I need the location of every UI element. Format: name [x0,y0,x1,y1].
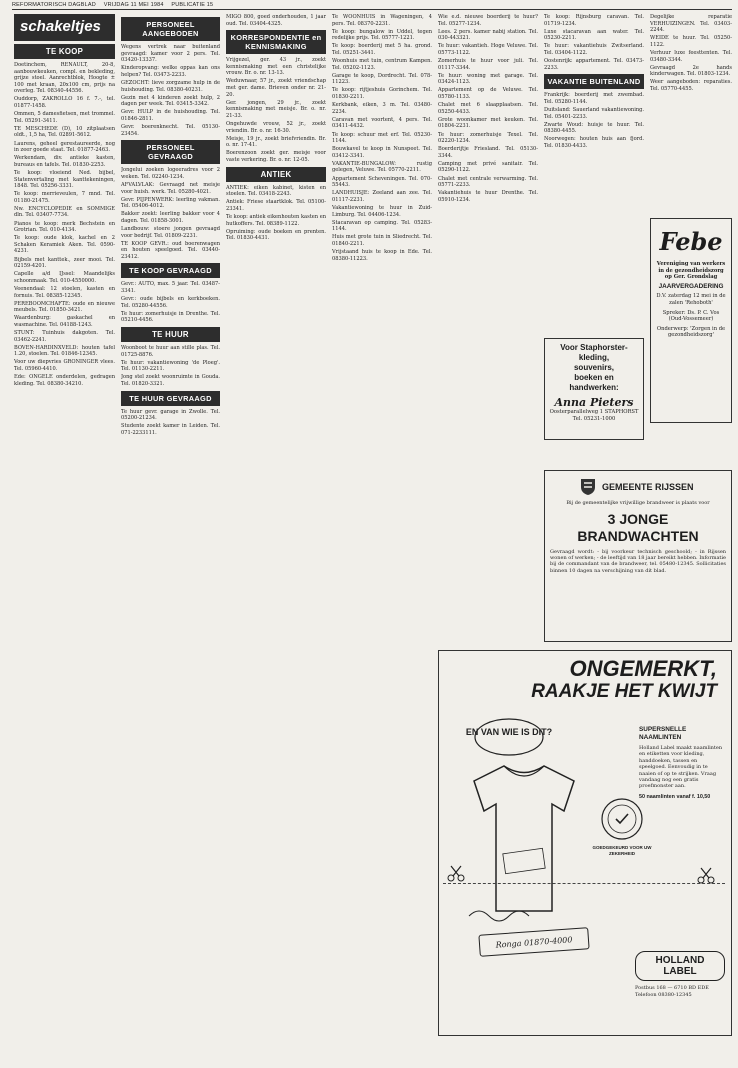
holland-logo-block [635,951,725,998]
holland-headline-2: RAAKJE HET KWIJT [531,681,717,702]
classified-ad: Te WOONHUIS in Wageningen, 4 pers. Tel. 08370-2231. [332,14,432,27]
section-antiek: ANTIEK [226,167,326,182]
rijssen-crest-icon [580,478,596,496]
paper-date: VRIJDAG 11 MEI 1984 [103,2,164,8]
ad-list [438,14,538,203]
classified-ad: Te huur: vakantiewoning 'de Ploeg'. Tel. 01130-2211. [121,359,220,373]
classified-ad: Opruiming: oude boeken en prenten. Tel. 01830-4431. [226,228,326,242]
column-3 [226,14,326,1062]
classified-ad: Te koop: antiek eikenhouten kasten en hutkoffers. Tel. 08389-1122. [226,213,326,227]
classified-ad: Wegens vertrek naar buitenland gevraagd: kamer voor 2 pers. Tel. 03420-13337. [121,44,220,64]
classified-ad: Noorwegen: houten huis aan fjord. Tel. 01830-4433. [544,136,644,149]
classified-ad: Studente zoekt kamer in Leiden. Tel. 071-2233111. [121,423,220,436]
holland-cut-line [443,883,725,884]
holland-label-ad [438,650,732,1036]
column-1 [14,14,115,1062]
holland-headline-1: ONGEMERKT, [569,656,717,681]
holland-order: 50 naamlinten vanaf f. 10,50 [639,793,711,800]
classified-ad: GEZOCHT: lieve zorgzame hulp in de huishouding. Tel. 08380-40231. [121,79,220,93]
classified-ad: Te huur gevr. garage in Zwolle. Tel. 05200-21234. [121,408,220,422]
classified-ad: Ger. jongen, 29 jr., zoekt kennismaking met meisje. Br. o. nr. 21-33. [226,99,326,119]
classified-ad: BOVEN-HARDINXVELD: houten tafel 1.20, stoelen. Tel. 01846-12345. [14,344,115,358]
classified-ad: Chalet met centrale verwarming. Tel. 05771-2233. [438,175,538,189]
classified-ad: Boerderijtje Friesland. Tel. 05130-3344. [438,146,538,159]
ad-list [650,14,732,93]
classified-ad: Te koop: oude klok, kachel en 2 Schaken Keramiek Aken. Tel. 0590-4231. [14,235,115,255]
classified-ad: Te koop: Rijnsburg caravan. Tel. 01719-1234. [544,14,644,27]
classified-ad: Vakantiehuis te huur Drenthe. Tel. 05910-1234. [438,190,538,203]
classified-ad: Chalet met 6 slaapplaatsen. Tel. 05250-4433. [438,102,538,115]
classified-ad: PEREBOOMCHAFTE: oude en nieuwe meubels. Tel. 01850-3421. [14,300,115,314]
holland-badge: EN VAN WIE IS DIT? [465,727,553,737]
classified-ad: Landbouw: stoere jongen gevraagd voor bedrijf. Tel. 01809-2231. [121,225,220,239]
febe-line: Vereniging van werkers in de gezondheidszorg op Ger. Grondslag [656,261,726,281]
classified-ad: STUNT: Tuinhuis dakgoten. Tel. 03462-2241. [14,329,115,343]
holland-text: Holland Label maakt naamlinten en etiketten voor kleding, handdoeken, tassen en speelgoed. Eenvoudig in te naaien of op te strijken. Vraag vandaag nog een gratis proefmonster aan. [639,745,723,790]
febe-line: Onderwerp: 'Zorgen in de gezondheidszorg' [656,325,726,339]
classified-ad: Nw. ENCYCLOPEDIE en SOMMIGE dln. Tel. 03407-7734. [14,205,115,219]
classified-ad: Laurens, geheel gerestaureerde, nog in zeer goede staat. Tel. 01877-2463. [14,140,115,154]
holland-seal-text: GOEDGEKEURD VOOR UW ZEKERHEID [592,845,652,856]
schakeltjes-logo: schakeltjes [14,14,115,41]
febe-line: JAARVERGADERING [658,282,724,290]
pieters-line: handwerken: [569,383,619,392]
classified-ad: Boerenzoon zoekt ger. meisje voor vaste verkering. Br. o. nr. 12-05. [226,150,326,163]
section-vakantie-buitenland: VAKANTIE BUITENLAND [544,74,644,89]
classified-ad: Doetinchem, RENAULT, 20-8, aanbouwkeuken, compl. en bekleding, grijze stoel. Aanrechtblok, Hoogte ± 100 met kraan, 20x100 cm, prijs na overleg. Tel. 08340-44556. [14,62,115,95]
classified-ad: Appartement Scheveningen. Tel. 070-55443. [332,175,432,189]
holland-address: Postbus 168 — 6710 BD EDE [635,985,709,991]
classified-ad: Jong stel zoekt woonruimte in Gouda. Tel. 01820-3321. [121,374,220,387]
pieters-line: boeken en [574,373,614,382]
febe-line: D.V. zaterdag 12 mei in de zalen 'Rehoboth' [656,293,726,306]
febe-announcement [650,218,732,423]
pieters-name: Anna Pieters [554,396,634,409]
rijssen-headline: 3 JONGE BRANDWACHTEN [577,510,699,544]
ad-list [544,92,644,149]
classified-ad: Gevraagd 2e hands kinderwagen. Tel. 01803-1234. [650,64,732,78]
classified-ad: Veenendaal: 12 stoelen, kasten en fornuis. Tel. 08385-12345. [14,285,115,299]
classified-ad: Te koop: schuur met erf. Tel. 05230-1144. [332,131,432,145]
classified-ad: Te huur: vakantieh. Hoge Veluwe. Tel. 05773-1122. [438,43,538,56]
classified-ad: Gevr. HULP in de huishouding. Tel. 01846-2811. [121,109,220,122]
ad-list [544,14,644,71]
rijssen-text: Gevraagd wordt: - bij voorkeur technisch geschoold; - in Rijssen wonen of werken; - de leeftijd van 18 jaar bereikt hebben. Informatie bij de commandant van de brandweer, tel. 05480-12345. Sollicitaties binnen 10 dagen na verschijning van dit blad. [550,548,726,574]
febe-title: Febe [659,227,723,256]
classified-ad: Te huur: woning met garage. Tel. 03424-1123. [438,72,538,86]
classified-ad: Luxe stacaravan aan water. Tel. 05230-2211. [544,28,644,42]
pieters-line: kleding, [578,353,610,362]
holland-text-block [639,726,723,800]
classified-ad: Weduwnaar, 57 jr., zoekt vriendschap met ger. dame. Brieven onder nr. 21-20. [226,78,326,98]
classified-ad: Oostenrijk: appartement. Tel. 03473-2233. [544,58,644,71]
pieters-line: souvenirs, [573,363,614,372]
column-4 [332,14,432,1062]
classified-ad: Woonhuis met tuin, centrum Kampen. Tel. 05202-1123. [332,58,432,71]
classified-ad: Te huur: vakantiehuis Zwitserland. Tel. 03404-1122. [544,43,644,56]
classified-ad: Bouwkavel te koop in Nunspeet. Tel. 03412-3341. [332,146,432,159]
classified-ad: Caravan met voortent, 4 pers. Tel. 03411-4432. [332,116,432,130]
classified-ad: Vrijstaand huis te koop in Ede. Tel. 08380-11223. [332,249,432,262]
classified-ad: LANDHUISJE: Zeeland aan zee. Tel. 01117-2231. [332,190,432,203]
classified-ad: Te koop: bungalow in Uddel, tegen redelijke prijs. Tel. 05777-1221. [332,28,432,42]
holland-tape-text: Ronga 01870-4000 [495,934,573,950]
classified-ad: Kerkbank, eiken, 3 m. Tel. 03480-2234. [332,102,432,115]
classified-ad: Te koop: rijtjeshuis Gorinchem. Tel. 01830-2211. [332,87,432,101]
classified-ad: WEIDE te huur. Tel. 05250-1122. [650,35,732,48]
pieters-tel: Tel. 05231-1000 [572,415,616,422]
classified-ad: Voor uw diepvries GRONINGER vlees. Tel. 05960-4410. [14,359,115,372]
classified-ad: Duitsland: Sauerland vakantiewoning. Tel. 05401-2233. [544,106,644,120]
classified-ad: Te huur: zomerhuisje Texel. Tel. 02220-1234. [438,131,538,145]
classified-ad: Te huur: zomerhuisje in Drenthe. Tel. 05210-4456. [121,310,220,324]
section-korrespondentie: KORRESPONDENTIE en KENNISMAKING [226,30,326,54]
holland-tel: Telefoon 08380-12345 [635,991,692,998]
classified-ad: VAKANTIE-BUNGALOW: rustig gelegen, Veluwe. Tel. 05770-2211. [332,160,432,174]
classified-ad: Gevr. PIJPENWERK: leerling vakman. Tel. 05406-4012. [121,196,220,210]
scissors-icon [447,864,465,882]
classified-ad: Gevr. boerenknecht. Tel. 05130-23454. [121,124,220,137]
section-personeel-gevraagd: PERSONEEL GEVRAAGD [121,140,220,164]
classified-ad: Vakantiewoning te huur in Zuid-Limburg. Tel. 04406-1234. [332,204,432,218]
ad-list [121,44,220,137]
classified-ad: MIGO 800, goed onderhouden, 1 jaar oud. Tel. 03404-4325. [226,14,326,27]
approval-seal-icon [599,796,645,842]
classified-ad: Antiek: Friese staartklok. Tel. 05100-23341. [226,199,326,212]
classified-ad: Wie e.d. nieuwe boerderij te huur? Tel. 05277-1234. [438,14,538,27]
paper-page: PUBLICATIE 15 [171,2,214,8]
classified-ad: Ouddorp, ZAKROLLO 16 f. 7.-, tel. 01877-1458. [14,96,115,110]
classified-ad: Te koop: boerderij met 5 ha. grond. Tel. 05251-3441. [332,43,432,56]
holland-product: SUPERSNELLE NAAMLINTEN [639,726,687,741]
rijssen-brand: GEMEENTE RIJSSEN [602,482,694,492]
ad-list [121,281,220,324]
classified-ad: Vrijgezel, ger. 43 jr., zoekt kennismaking met een christelijke vrouw. Br. o. nr. 13-13. [226,57,326,77]
pieters-address: Oosterparallelweg 1 STAPHORST [549,409,639,415]
classified-ad: Ongehuwde vrouw, 52 jr., zoekt vriendin. Br. o. nr. 16-30. [226,121,326,134]
classified-ad: Degelijke reparatie VERHUIZINGEN. Tel. 03403-2244. [650,14,732,34]
ad-list [121,409,220,437]
classified-ad: Te koop: merrieveulen, 7 mnd. Tel. 01180-21475. [14,191,115,204]
paper-name: REFORMATORISCH DAGBLAD [12,2,96,8]
ad-list [226,185,326,242]
classified-ad: Verhuur luxe feesttenten. Tel. 03480-3344. [650,49,732,63]
classified-ad: Kinderopvang: welke oppas kan ons helpen? Tel. 03473-2233. [121,65,220,78]
ad-list [226,14,326,27]
section-te-huur-gevraagd: TE HUUR GEVRAAGD [121,391,220,406]
classified-ad: ANTIEK: eiken kabinet, kisten en stoelen. Tel. 03418-2243. [226,184,326,198]
classified-ad: Meisje, 19 jr., zoekt briefvriendin. Br. o. nr. 17-41. [226,135,326,149]
section-te-koop: TE KOOP [14,44,115,59]
column-5 [438,14,538,664]
classified-ad: Appartement op de Veluwe. Tel. 05780-1133. [438,87,538,101]
classified-ad: Werkendam, div. antieke kasten, bureaus en tafels. Tel. 01830-2253. [14,155,115,168]
classified-ad: Zwarte Woud: huisje te huur. Tel. 08380-4455. [544,121,644,135]
t-shirt-illustration-icon [449,711,599,951]
classified-ad: Gevr.: oude bijbels en kerkboeken. Tel. 05280-44556. [121,296,220,309]
classified-ad: Garage te koop, Dordrecht. Tel. 078-11223. [332,72,432,86]
ad-list [14,62,115,387]
classified-ad: Lees. 2 pers. kamer nabij station. Tel. 030-443321. [438,28,538,42]
classified-ad: Huis met grote tuin in Sliedrecht. Tel. 01840-2211. [332,234,432,247]
section-te-koop-gevraagd: TE KOOP GEVRAAGD [121,263,220,278]
rijssen-sub: Bij de gemeentelijke vrijwillige brandweer is plaats voor [566,500,710,506]
classified-ad: Waardenburg: gaskachel en wasmachine. Tel. 04188-1243. [14,315,115,328]
newspaper-page [12,0,732,1068]
classified-ad: Zomerhuis te huur voor juli. Tel. 01117-3344. [438,58,538,71]
classified-ad: Bakker zoekt: leerling bakker voor 4 dagen. Tel. 01858-3001. [121,211,220,224]
classified-ad: Capelle a/d IJssel: Maandelijks schoonmaak. Tel. 010-4550000. [14,271,115,284]
classified-ad: Gevr.: AUTO, max. 5 jaar. Tel. 03487-3341. [121,281,220,295]
rijssen-header [580,478,726,496]
classified-ad: Jongelui zoeken logeeradres voor 2 weken. Tel. 02240-1234. [121,167,220,180]
classified-ad: Stacaravan op camping. Tel. 05283-1144. [332,219,432,233]
pieters-line: Voor Staphorster- [560,343,628,352]
running-header [12,2,732,10]
classified-ad: Weer aangeboden: reparaties. Tel. 05770-4455. [650,79,732,92]
rijssen-ad [544,470,732,642]
classified-ad: Woonboot te huur aan stille plas. Tel. 01725-8876. [121,345,220,358]
classified-ad: TE MESCHEDE (D), 10 zitplaatsen oldt., 1,5 ha, Tel. 02891-5612. [14,125,115,139]
scissors-icon [697,866,715,884]
pieters-ad [544,338,644,440]
section-personeel-aangeboden: PERSONEEL AANGEBODEN [121,17,220,41]
classified-ad: Camping met privé sanitair. Tel. 05290-1122. [438,160,538,174]
classified-ad: Ede: ONGELE onderdelen, gedragen kleding. Tel. 08380-34210. [14,374,115,387]
classified-ad: AFVALVLAK: Gevraagd net meisje voor huish. werk. Tel. 05280-4021. [121,181,220,195]
classified-ad: TE KOOP GEVR.: oud boerenwagen en houten speelgoed. Tel. 03440-23412. [121,240,220,260]
classified-ad: Gezin met 4 kinderen zoekt hulp, 2 dagen per week. Tel. 03415-3342. [121,94,220,108]
classified-ad: Bijbels met kanttek., zeer mooi. Tel. 02159-4201. [14,256,115,270]
febe-line: Spreker: Ds. P. C. Vos (Oud-Vossemeer) [662,309,720,323]
column-7 [650,14,732,214]
column-2 [121,14,220,1062]
ad-list [121,345,220,388]
ad-list [121,167,220,260]
ad-list [226,57,326,163]
classified-ad: Ommen, 5 damesfietsen, met trommel. Tel. 05291-3411. [14,111,115,124]
section-te-huur: TE HUUR [121,327,220,342]
holland-logo: HOLLAND LABEL [635,951,725,981]
classified-ad: Pianos te koop: merk Bechstein en Grotrian. Tel. 010-4134. [14,220,115,234]
classified-ad: Te koop: vloeiend Ned. bijbel, Statenvertaling met kanttekeningen, 1848. Tel. 05256-3331. [14,169,115,190]
ad-list [332,14,432,262]
classified-ad: Frankrijk: boerderij met zwembad. Tel. 05280-1144. [544,92,644,105]
classified-ad: Grote woonkamer met keuken. Tel. 01804-2231. [438,116,538,130]
